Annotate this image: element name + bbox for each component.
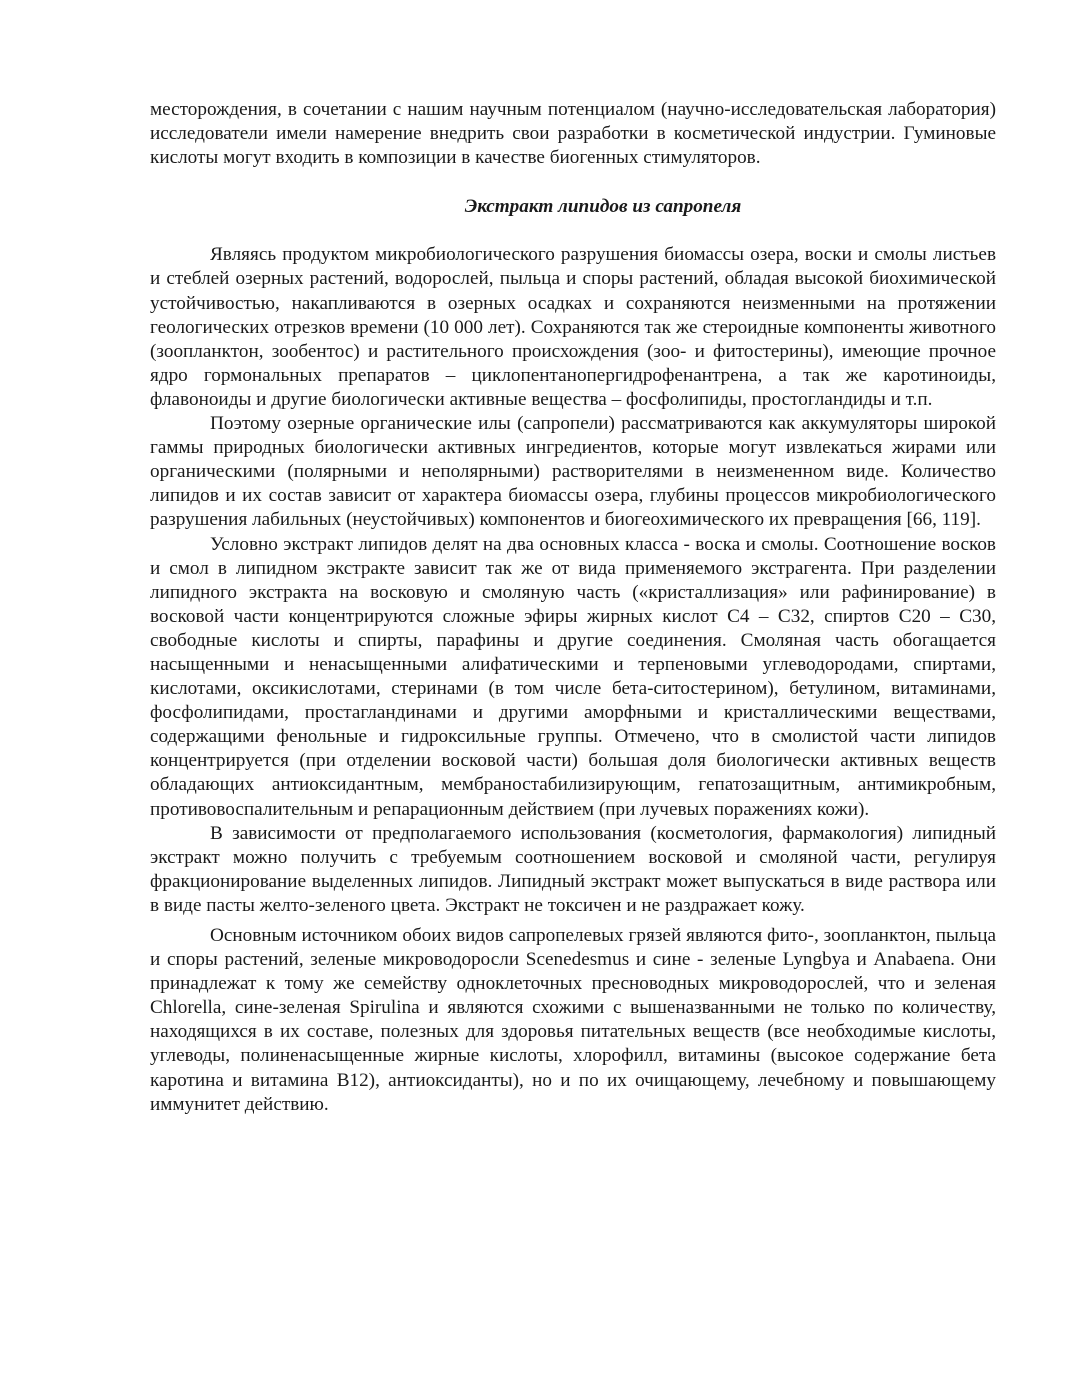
paragraph-3: Условно экстракт липидов делят на два основных класса - воска и смолы. Соотношение восков и смол в липидном экстракте зависит так же от вида применяемого экстрагента. При разделении липидного экстракта на восковую и смоляную часть («кристаллизация» или рафинирование) в восковой части концентрируются сложные эфиры жирных кислот С4 – С32, спиртов С20 – С30, свободные кислоты и спирты, парафины и другие соединения. Смоляная часть обогащается насыщенными и ненасыщенными алифатическими и терпеновыми углеводородами, спиртами, кислотами, оксикислотами, стеринами (в том числе бета-ситостерином), бетулином, витаминами, фосфолипидами, простагландинами и другими аморфными и кристаллическими веществами, содержащими фенольные и гидроксильные группы. Отмечено, что в смолистой части липидов концентрируется (при отделении восковой части) большая доля биологически активных веществ обладающих антиоксидантным, мембраностабилизирующим, гепатозащитным, антимикробным, противовоспалительным и репарационным действием (при лучевых поражениях кожи). — [150, 533, 996, 820]
paragraph-4: В зависимости от предполагаемого использования (косметология, фармакология) липидный экстракт можно получить с требуемым соотношением восковой и смоляной части, регулируя фракционирование выделенных липидов. Липидный экстракт может выпускаться в виде раствора или в виде пасты желто-зеленого цвета. Экстракт не токсичен и не раздражает кожу. — [150, 822, 996, 916]
document-page — [150, 98, 996, 1117]
paragraph-intro: месторождения, в сочетании с нашим научным потенциалом (научно-исследовательская лаборатория) исследователи имели намерение внедрить свои разработки в косметической индустрии. Гуминовые кислоты могут входить в композиции в качестве биогенных стимуляторов. — [150, 99, 996, 169]
paragraph-2: Поэтому озерные органические илы (сапропели) рассматриваются как аккумуляторы широкой гаммы природных биологически активных ингредиентов, которые могут извлекаться жирами или органическими (полярными и неполярными) растворителями в неизмененном виде. Количество липидов и их состав зависит от характера биомассы озера, глубины процессов микробиологического разрушения лабильных (неустойчивых) компонентов и биогеохимического их превращения [66, 119]. — [150, 413, 996, 531]
paragraph-1: Являясь продуктом микробиологического разрушения биомассы озера, воски и смолы листьев и стеблей озерных растений, водорослей, пыльца и споры растений, обладая высокой биохимической устойчивостью, накапливаются в озерных осадках и сохраняются неизменными на протяжении геологических отрезков времени (10 000 лет). Сохраняются так же стероидные компоненты животного (зоопланктон, зообентос) и растительного происхождения (зоо- и фитостерины), имеющие прочное ядро гормональных препаратов – циклопентанопергидрофенантрена, а так же каротиноиды, флавоноиды и другие биологически активные вещества – фосфолипиды, простогландиды и т.п. — [150, 244, 996, 410]
section-heading: Экстракт липидов из сапропеля — [464, 196, 742, 218]
paragraph-5: Основным источником обоих видов сапропелевых грязей являются фито-, зоопланктон, пыльца и споры растений, зеленые микроводоросли Scenedesmus и сине - зеленые Lyngbya и Anabaena. Они принадлежат к тому же семейству одноклеточных пресноводных микроводорослей, что и зеленая Chlorella, сине-зеленая Spirulina и являются схожими с вышеназванными не только по количеству, находящихся в их составе, полезных для здоровья питательных веществ (все необходимые кислоты, углеводы, полиненасыщенные жирные кислоты, хлорофилл, витамины (высокое содержание бета каротина и витамина В12), антиоксиданты), но и по их очищающему, лечебному и повышающему иммунитет действию. — [150, 925, 996, 1115]
